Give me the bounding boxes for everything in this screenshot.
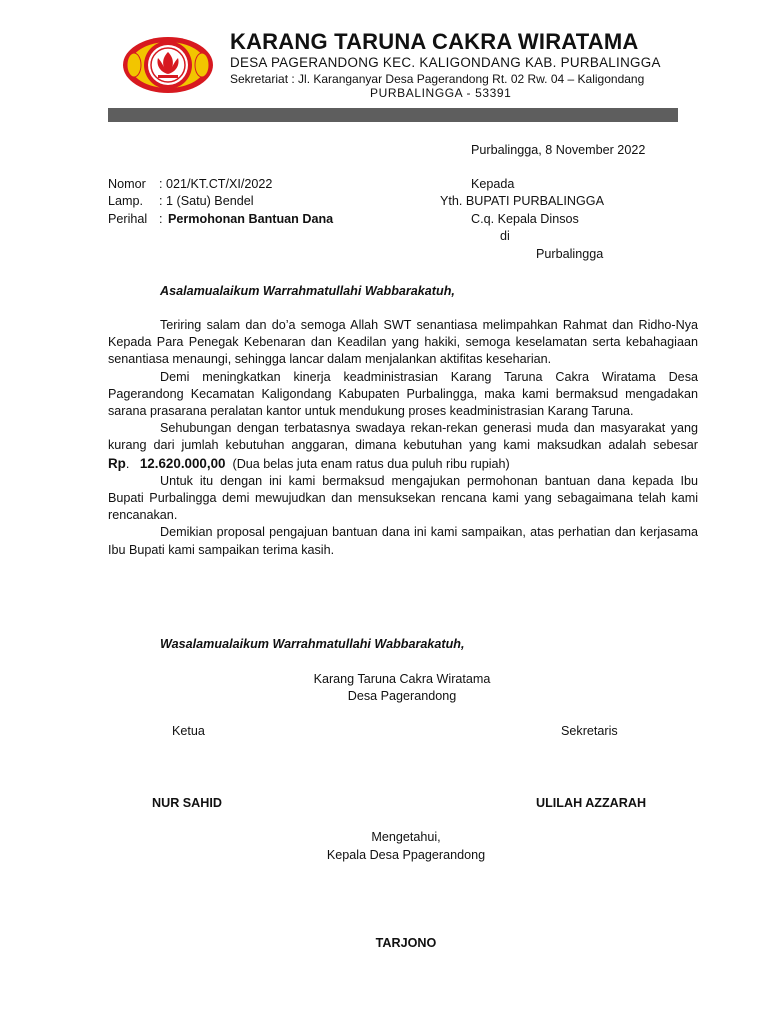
ketua-name: NUR SAHID <box>152 796 222 810</box>
kades-title: Kepala Desa Ppagerandong <box>326 848 486 862</box>
letterhead-divider <box>108 108 678 122</box>
kades-name: TARJONO <box>375 936 437 950</box>
greeting: Asalamualaikum Warrahmatullahi Wabbarakatuh, <box>160 284 455 298</box>
perihal-colon: : <box>159 212 163 226</box>
closing-greeting: Wasalamualaikum Warrahmatullahi Wabbarakatuh, <box>160 637 465 651</box>
recipient-place: Purbalingga <box>536 247 604 261</box>
organization-logo <box>122 28 214 102</box>
letterhead-region: DESA PAGERANDONG KEC. KALIGONDANG KAB. PURBALINGGA <box>230 55 661 70</box>
body-paragraph-1: Teriring salam dan do’a semoga Allah SWT senantiasa melimpahkan Rahmat dan Ridho-Nya Kepada Para Penegak Kebenaran dan Keadilan yang hakiki, semoga keselamatan serta kebahagiaan senantiasa menaungi, sehingga lancar dalam menjalankan aktifitas keseharian. <box>108 318 698 367</box>
ketua-title: Ketua <box>172 724 205 738</box>
nomor-label: Nomor <box>108 177 146 191</box>
letterhead-title: KARANG TARUNA CAKRA WIRATAMA <box>230 29 639 54</box>
amount-words: (Dua belas juta enam ratus dua puluh ribu rupiah) <box>232 456 510 471</box>
lamp-value: : 1 (Satu) Bendel <box>159 194 254 208</box>
letterhead-address: Sekretariat : Jl. Karanganyar Desa Pagerandong Rt. 02 Rw. 04 – Kaligondang <box>230 72 645 86</box>
body-paragraph-5: Demikian proposal pengajuan bantuan dana ini kami sampaikan, atas perhatian dan kerjasama Ibu Bupati kami sampaikan terima kasih. <box>108 525 698 557</box>
lamp-label: Lamp. <box>108 194 144 208</box>
letterhead-city: PURBALINGGA - 53391 <box>370 86 512 100</box>
amount-currency: Rp <box>108 455 126 471</box>
letter-date: Purbalingga, 8 November 2022 <box>471 143 646 157</box>
sekretaris-title: Sekretaris <box>561 724 618 738</box>
body-paragraph-2: Demi meningkatkan kinerja keadministrasian Karang Taruna Cakra Wiratama Desa Pagerandong Kecamatan Kaligondang Kabupaten Purbalingga, maka kami bermaksud mengadakan sarana prasarana peralatan kantor untuk mendukung proses keadministrasian Karang Taruna. <box>108 369 698 419</box>
body-paragraph-4: Untuk itu dengan ini kami bermaksud mengajukan permohonan bantuan dana kepada Ibu Bupati Purbalingga demi mewujudkan dan mensuksekan rencana kami yang sebagaimana telah kami rencanakan. <box>108 473 698 523</box>
recipient-yth: Yth. BUPATI PURBALINGGA <box>440 194 604 208</box>
body-paragraph-3-text: Sehubungan dengan terbatasnya swadaya rekan-rekan generasi muda dan masyarakat yang kurang dari jumlah kebutuhan anggaran, dimana kebutuhan yang kami maksudkan adalah sebesar <box>108 421 698 453</box>
nomor-value: : 021/KT.CT/XI/2022 <box>159 177 273 191</box>
recipient-cq: C.q. Kepala Dinsos <box>471 212 579 226</box>
recipient-di: di <box>500 229 510 243</box>
sekretaris-name: ULILAH AZZARAH <box>536 796 647 810</box>
signature-org-line1: Karang Taruna Cakra Wiratama <box>313 672 491 686</box>
perihal-label: Perihal <box>108 212 148 226</box>
letter-body <box>108 317 698 559</box>
signature-org-line2: Desa Pagerandong <box>347 689 457 703</box>
perihal-value: Permohonan Bantuan Dana <box>168 212 334 226</box>
recipient-kepada: Kepada <box>471 177 515 191</box>
body-paragraph-3: Sehubungan dengan terbatasnya swadaya rekan-rekan generasi muda dan masyarakat yang kurang dari jumlah kebutuhan anggaran, dimana kebutuhan yang kami maksudkan adalah sebesar Rp. 12.620.000,00 (Dua belas juta enam ratus dua puluh ribu rupiah) <box>108 421 698 471</box>
amount-value: 12.620.000,00 <box>139 455 226 471</box>
mengetahui-label: Mengetahui, <box>371 830 441 844</box>
